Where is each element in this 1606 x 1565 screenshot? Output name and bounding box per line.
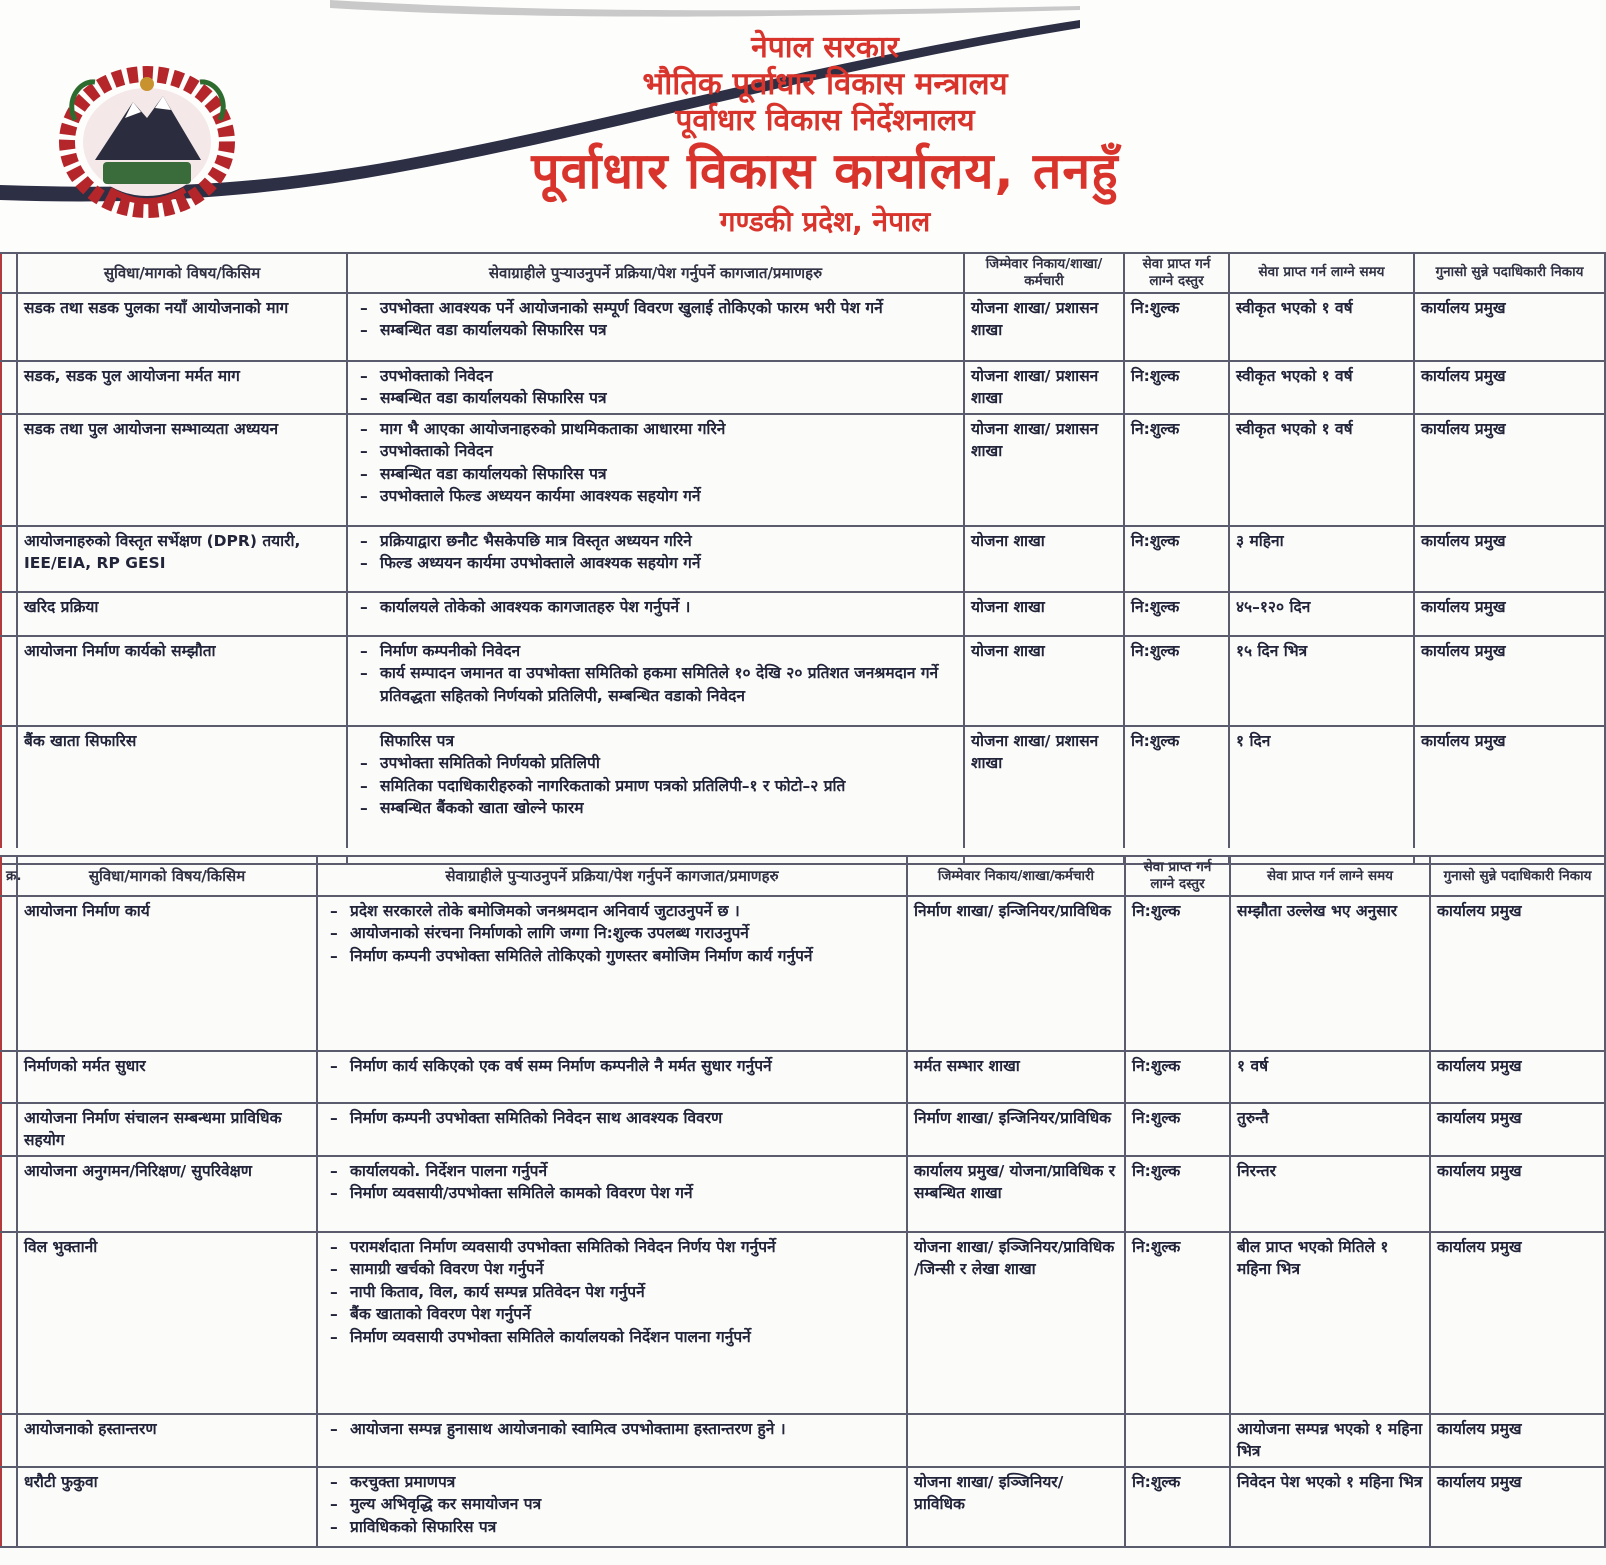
table-row [1, 726, 1605, 864]
document-item: – निर्माण कम्पनी उपभोक्ता समितिले तोकिएको गुणस्तर बमोजिम निर्माण कार्य गर्नुपर्ने [324, 945, 900, 967]
row-fee: नि:शुल्क [1125, 1156, 1230, 1232]
document-item: – परामर्शदाता निर्माण व्यवसायी उपभोक्ता समितिको निवेदन निर्णय पेश गर्नुपर्ने [324, 1236, 900, 1258]
column-header-subject: सुविधा/मागको विषय/किसिम [17, 856, 317, 896]
column-header-responsible: जिम्मेवार निकाय/शाखा/कर्मचारी [964, 253, 1124, 293]
row-time: तुरुन्तै [1230, 1103, 1430, 1156]
row-sn [1, 636, 17, 726]
row-fee [1125, 1414, 1230, 1467]
page-header [0, 0, 1600, 250]
document-item: – आयोजना सम्पन्न हुनासाथ आयोजनाको स्वामित्व उपभोक्तामा हस्तान्तरण हुने । [324, 1418, 900, 1440]
row-documents [317, 1467, 907, 1547]
row-sn [1, 1467, 17, 1547]
row-time: निरन्तर [1230, 1156, 1430, 1232]
document-item: – फिल्ड अध्ययन कार्यमा उपभोक्ताले आवश्यक सहयोग गर्ने [354, 552, 957, 574]
row-sn [1, 896, 17, 1051]
row-grievance: कार्यालय प्रमुख [1430, 1103, 1605, 1156]
row-sn [1, 414, 17, 526]
table-gap [0, 848, 1600, 855]
column-header-grievance: गुनासो सुन्ने पदाधिकारी निकाय [1414, 253, 1605, 293]
document-item: – कार्यालयको. निर्देशन पालना गर्नुपर्ने [324, 1160, 900, 1182]
document-item: – प्राविधिकको सिफारिस पत्र [324, 1516, 900, 1538]
document-item: – निर्माण कार्य सकिएको एक वर्ष सम्म निर्माण कम्पनीले नै मर्मत सुधार गर्नुपर्ने [324, 1055, 900, 1077]
ministry-name: भौतिक पूर्वाधार विकास मन्त्रालय [642, 66, 1008, 102]
row-documents [347, 414, 964, 526]
row-responsible: निर्माण शाखा/ इन्जिनियर/प्राविधिक [907, 896, 1125, 1051]
document-item: – निर्माण व्यवसायी/उपभोक्ता समितिले कामको विवरण पेश गर्ने [324, 1182, 900, 1204]
row-subject: आयोजना निर्माण कार्यको सम्झौता [17, 636, 347, 726]
row-time: स्वीकृत भएको १ वर्ष [1229, 414, 1414, 526]
row-sn [1, 726, 17, 864]
document-item: – निर्माण व्यवसायी उपभोक्ता समितिले कार्यालयको निर्देशन पालना गर्नुपर्ने [324, 1326, 900, 1348]
row-grievance: कार्यालय प्रमुख [1414, 636, 1605, 726]
document-item: – आयोजनाको संरचना निर्माणको लागि जग्गा नि:शुल्क उपलब्ध गराउनुपर्ने [324, 922, 900, 944]
row-time: ४५–१२० दिन [1229, 592, 1414, 636]
document-item: – सम्बन्धित वडा कार्यालयको सिफारिस पत्र [354, 387, 957, 409]
column-header-fee: सेवा प्राप्त गर्न लाग्ने दस्तुर [1125, 856, 1230, 896]
row-responsible: योजना शाखा/ प्रशासन शाखा [964, 361, 1124, 414]
row-sn [1, 1103, 17, 1156]
row-responsible [907, 1414, 1125, 1467]
row-time: स्वीकृत भएको १ वर्ष [1229, 361, 1414, 414]
row-sn [1, 592, 17, 636]
table-row [1, 361, 1605, 414]
row-documents [317, 1414, 907, 1467]
row-fee: नि:शुल्क [1125, 1467, 1230, 1547]
row-responsible: योजना शाखा/ प्रशासन शाखा [964, 414, 1124, 526]
row-grievance: कार्यालय प्रमुख [1430, 1414, 1605, 1467]
row-subject: धरौटी फुकुवा [17, 1467, 317, 1547]
row-time: स्वीकृत भएको १ वर्ष [1229, 293, 1414, 361]
row-sn [1, 293, 17, 361]
row-responsible: योजना शाखा [964, 526, 1124, 592]
row-subject: आयोजनाको हस्तान्तरण [17, 1414, 317, 1467]
row-fee: नि:शुल्क [1124, 414, 1229, 526]
row-fee: नि:शुल्क [1124, 526, 1229, 592]
document-item: – मुल्य अभिवृद्धि कर समायोजन पत्र [324, 1493, 900, 1515]
row-responsible: मर्मत सम्भार शाखा [907, 1051, 1125, 1103]
row-grievance: कार्यालय प्रमुख [1414, 726, 1605, 864]
row-fee: नि:शुल्क [1125, 1232, 1230, 1414]
row-responsible: योजना शाखा/ इञ्जिनियर/ प्राविधिक [907, 1467, 1125, 1547]
row-sn [1, 526, 17, 592]
row-time: आयोजना सम्पन्न भएको १ महिना भित्र [1230, 1414, 1430, 1467]
document-item: – उपभोक्ता आवश्यक पर्ने आयोजनाको सम्पूर्ण विवरण खुलाई तोकिएको फारम भरी पेश गर्ने [354, 297, 957, 319]
row-subject: आयोजना निर्माण संचालन सम्बन्धमा प्राविधिक सहयोग [17, 1103, 317, 1156]
row-sn [1, 1156, 17, 1232]
row-documents [347, 592, 964, 636]
table-row [1, 1414, 1605, 1467]
table-row [1, 592, 1605, 636]
row-sn [1, 1232, 17, 1414]
directorate-name: पूर्वाधार विकास निर्देशनालय [675, 103, 975, 139]
row-time: सम्झौता उल्लेख भए अनुसार [1230, 896, 1430, 1051]
government-name: नेपाल सरकार [751, 30, 899, 65]
row-subject: निर्माणको मर्मत सुधार [17, 1051, 317, 1103]
document-item: – उपभोक्ताको निवेदन [354, 365, 957, 387]
row-fee: नि:शुल्क [1124, 361, 1229, 414]
row-fee: नि:शुल्क [1124, 636, 1229, 726]
column-header-subject: सुविधा/मागको विषय/किसिम [17, 253, 347, 293]
table-row [1, 414, 1605, 526]
table-row [1, 1156, 1605, 1232]
row-subject: आयोजना निर्माण कार्य [17, 896, 317, 1051]
document-item: – कार्यालयले तोकेको आवश्यक कागजातहरु पेश गर्नुपर्ने । [354, 596, 957, 618]
document-item: – बैंक खाताको विवरण पेश गर्नुपर्ने [324, 1303, 900, 1325]
table-row [1, 1103, 1605, 1156]
table-row [1, 1467, 1605, 1547]
row-fee: नि:शुल्क [1124, 592, 1229, 636]
row-fee: नि:शुल्क [1125, 1103, 1230, 1156]
document-item: – नापी किताव, विल, कार्य सम्पन्न प्रतिवेदन पेश गर्नुपर्ने [324, 1281, 900, 1303]
row-time: १ दिन [1229, 726, 1414, 864]
table-header-row [1, 253, 1605, 293]
row-responsible: योजना शाखा/ प्रशासन शाखा [964, 726, 1124, 864]
row-subject: सडक तथा पुल आयोजना सम्भाव्यता अध्ययन [17, 414, 347, 526]
row-documents [347, 636, 964, 726]
row-responsible: योजना शाखा [964, 592, 1124, 636]
row-sn [1, 1051, 17, 1103]
row-subject: सडक तथा सडक पुलका नयाँ आयोजनाको माग [17, 293, 347, 361]
document-item: – सम्बन्धित बैंकको खाता खोल्ने फारम [354, 797, 957, 819]
row-time: बील प्राप्त भएको मितिले १ महिना भित्र [1230, 1232, 1430, 1414]
column-header-sn: क्र. [1, 856, 17, 896]
row-documents [317, 1103, 907, 1156]
table-header-row [1, 856, 1605, 896]
row-fee: नि:शुल्क [1124, 726, 1229, 864]
document-item: – सामाग्री खर्चको विवरण पेश गर्नुपर्ने [324, 1258, 900, 1280]
document-item: – कार्य सम्पादन जमानत वा उपभोक्ता समितिको हकमा समितिले १० देखि २० प्रतिशत जनश्रमदान गर्ने प्रतिवद्धता सहितको निर्णयको प्रतिलिपी, सम्बन्धित वडाको निवेदन [354, 662, 957, 707]
row-responsible: योजना शाखा/ प्रशासन शाखा [964, 293, 1124, 361]
column-header-grievance: गुनासो सुन्ने पदाधिकारी निकाय [1430, 856, 1605, 896]
office-name: पूर्वाधार विकास कार्यालय, तनहुँ [531, 142, 1119, 201]
row-fee: नि:शुल्क [1125, 896, 1230, 1051]
row-documents [317, 896, 907, 1051]
row-subject: विल भुक्तानी [17, 1232, 317, 1414]
row-grievance: कार्यालय प्रमुख [1430, 1156, 1605, 1232]
document-item: – निर्माण कम्पनी उपभोक्ता समितिको निवेदन साथ आवश्यक विवरण [324, 1107, 900, 1129]
column-header-sn [1, 253, 17, 293]
row-documents [347, 293, 964, 361]
row-documents [317, 1051, 907, 1103]
row-fee: नि:शुल्क [1125, 1051, 1230, 1103]
row-fee: नि:शुल्क [1124, 293, 1229, 361]
row-grievance: कार्यालय प्रमुख [1414, 526, 1605, 592]
row-grievance: कार्यालय प्रमुख [1414, 293, 1605, 361]
row-grievance: कार्यालय प्रमुख [1430, 896, 1605, 1051]
row-documents [317, 1232, 907, 1414]
row-documents [317, 1156, 907, 1232]
document-item: – प्रक्रियाद्वारा छनौट भैसकेपछि मात्र विस्तृत अध्ययन गरिने [354, 530, 957, 552]
row-subject: बैंक खाता सिफारिस [17, 726, 347, 864]
table-row [1, 1051, 1605, 1103]
row-subject: सडक, सडक पुल आयोजना मर्मत माग [17, 361, 347, 414]
row-responsible: योजना शाखा/ इञ्जिनियर/प्राविधिक /जिन्सी र लेखा शाखा [907, 1232, 1125, 1414]
document-item: सिफारिस पत्र [380, 731, 455, 750]
document-item: – उपभोक्ताले फिल्ड अध्ययन कार्यमा आवश्यक सहयोग गर्ने [354, 485, 957, 507]
citizen-charter-table-bottom [0, 855, 1606, 1548]
header-titles [300, 30, 1350, 239]
column-header-responsible: जिम्मेवार निकाय/शाखा/कर्मचारी [907, 856, 1125, 896]
row-grievance: कार्यालय प्रमुख [1414, 592, 1605, 636]
row-documents [347, 526, 964, 592]
row-responsible: निर्माण शाखा/ इन्जिनियर/प्राविधिक [907, 1103, 1125, 1156]
row-time: १५ दिन भित्र [1229, 636, 1414, 726]
table-row [1, 526, 1605, 592]
citizen-charter-table-top [0, 252, 1606, 865]
table-row [1, 1232, 1605, 1414]
column-header-fee: सेवा प्राप्त गर्न लाग्ने दस्तुर [1124, 253, 1229, 293]
row-subject: आयोजना अनुगमन/निरिक्षण/ सुपरिवेक्षण [17, 1156, 317, 1232]
row-grievance: कार्यालय प्रमुख [1414, 414, 1605, 526]
row-subject: खरिद प्रक्रिया [17, 592, 347, 636]
table-row [1, 896, 1605, 1051]
row-grievance: कार्यालय प्रमुख [1414, 361, 1605, 414]
column-header-time: सेवा प्राप्त गर्न लाग्ने समय [1230, 856, 1430, 896]
row-sn [1, 361, 17, 414]
column-header-time: सेवा प्राप्त गर्न लाग्ने समय [1229, 253, 1414, 293]
document-item: – करचुक्ता प्रमाणपत्र [324, 1471, 900, 1493]
row-time: १ वर्ष [1230, 1051, 1430, 1103]
nepal-government-emblem [55, 60, 240, 220]
row-sn [1, 1414, 17, 1467]
row-responsible: कार्यालय प्रमुख/ योजना/प्राविधिक र सम्बन्धित शाखा [907, 1156, 1125, 1232]
province-name: गण्डकी प्रदेश, नेपाल [719, 205, 931, 239]
document-item: – समितिका पदाधिकारीहरुको नागरिकताको प्रमाण पत्रको प्रतिलिपी–१ र फोटो–२ प्रति [354, 775, 957, 797]
document-item: – सम्बन्धित वडा कार्यालयको सिफारिस पत्र [354, 319, 957, 341]
row-time: निवेदन पेश भएको १ महिना भित्र [1230, 1467, 1430, 1547]
document-item: – सम्बन्धित वडा कार्यालयको सिफारिस पत्र [354, 463, 957, 485]
row-grievance: कार्यालय प्रमुख [1430, 1232, 1605, 1414]
document-item: – निर्माण कम्पनीको निवेदन [354, 640, 957, 662]
document-item: – उपभोक्ताको निवेदन [354, 440, 957, 462]
row-documents [347, 361, 964, 414]
document-item: – माग भै आएका आयोजनाहरुको प्राथमिकताका आधारमा गरिने [354, 418, 957, 440]
row-documents [347, 726, 964, 864]
document-item: – प्रदेश सरकारले तोके बमोजिमको जनश्रमदान अनिवार्य जुटाउनुपर्ने छ । [324, 900, 900, 922]
column-header-documents: सेवाग्राहीले पुऱ्याउनुपर्ने प्रक्रिया/पेश गर्नुपर्ने कागजात/प्रमाणहरु [317, 856, 907, 896]
row-grievance: कार्यालय प्रमुख [1430, 1467, 1605, 1547]
row-grievance: कार्यालय प्रमुख [1430, 1051, 1605, 1103]
table-row [1, 293, 1605, 361]
row-responsible: योजना शाखा [964, 636, 1124, 726]
column-header-documents: सेवाग्राहीले पुऱ्याउनुपर्ने प्रक्रिया/पेश गर्नुपर्ने कागजात/प्रमाणहरु [347, 253, 964, 293]
row-subject: आयोजनाहरुको विस्तृत सर्भेक्षण (DPR) तयारी, IEE/EIA, RP GESI [17, 526, 347, 592]
row-time: ३ महिना [1229, 526, 1414, 592]
table-row [1, 636, 1605, 726]
document-item: – उपभोक्ता समितिको निर्णयको प्रतिलिपी [354, 752, 957, 774]
